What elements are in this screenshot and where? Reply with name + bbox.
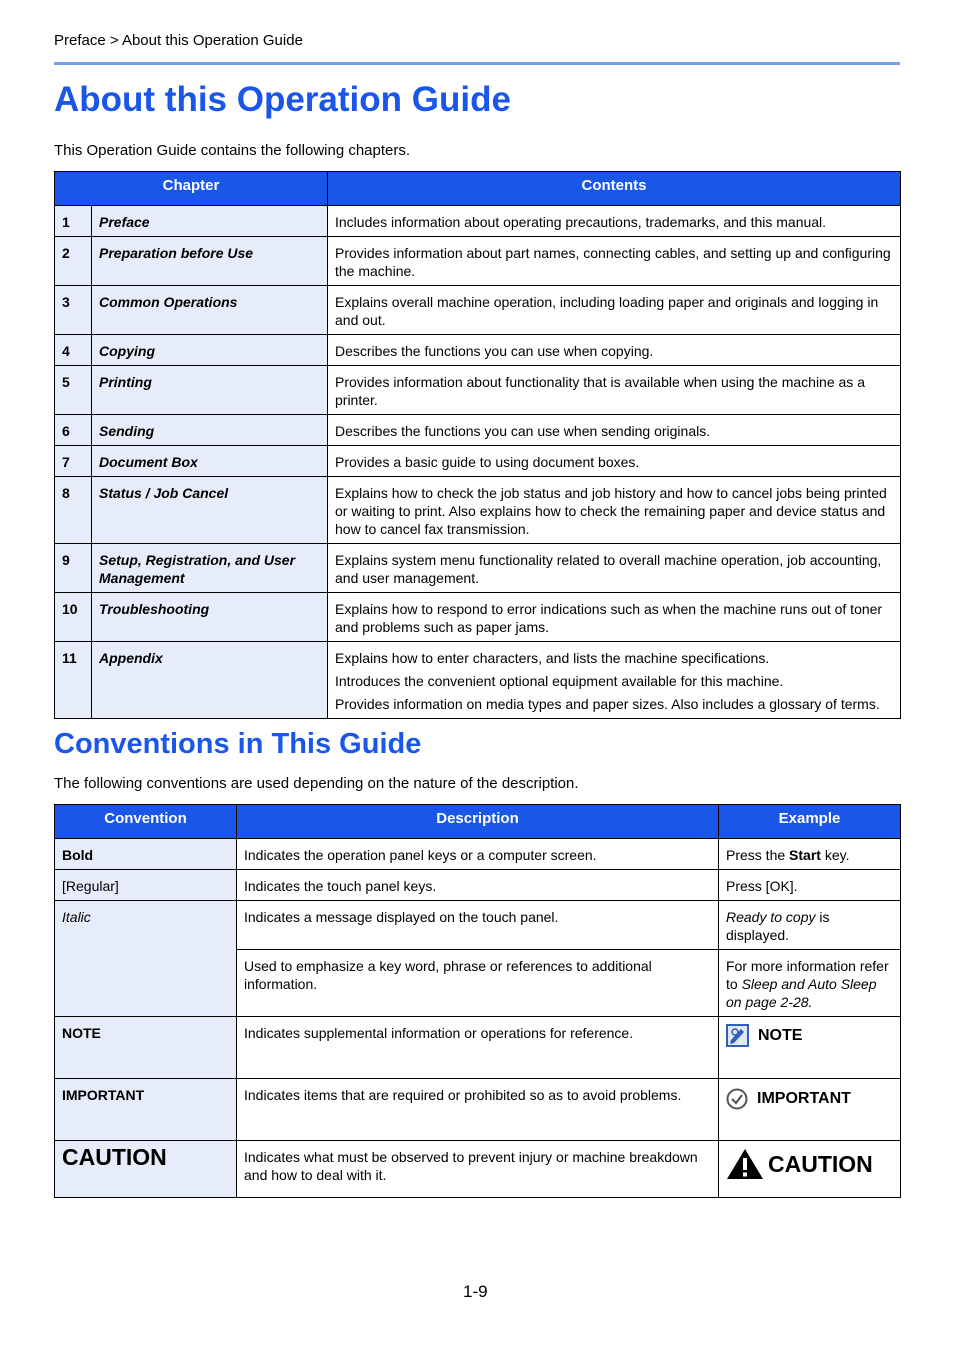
convention-header: Convention (55, 805, 237, 839)
example-note (719, 1017, 901, 1079)
chapter-contents (328, 642, 901, 719)
description-header: Description (237, 805, 719, 839)
example-key: Start (789, 847, 821, 863)
chapter-contents (328, 446, 901, 477)
contents-header: Contents (328, 172, 901, 206)
table-row (55, 901, 901, 950)
breadcrumb: Preface > About this Operation Guide (54, 32, 303, 49)
contents-paragraph: Provides information on media types and paper sizes. Also includes a glossary of terms. (335, 696, 880, 712)
table-row (55, 1079, 901, 1141)
convention-italic: Italic (55, 901, 237, 1017)
contents-paragraph: Provides information about functionality that is available when using the machine as a printer. (335, 374, 865, 408)
chapter-number: 6 (55, 415, 92, 446)
chapter-name: Sending (92, 415, 328, 446)
note-label: NOTE (758, 1026, 803, 1044)
warning-triangle-icon (726, 1148, 764, 1180)
convention-note: NOTE (55, 1017, 237, 1079)
table-row (55, 237, 901, 286)
convention-bold: Bold (55, 839, 237, 870)
table-row (55, 544, 901, 593)
example-text: For more information refer to (726, 958, 889, 992)
chapters-header-row (55, 172, 901, 206)
contents-paragraph: Explains system menu functionality related to overall machine operation, job accounting, and user management. (335, 552, 882, 586)
convention-important: IMPORTANT (55, 1079, 237, 1141)
example-text: is displayed. (726, 909, 830, 943)
description-note: Indicates supplemental information or operations for reference. (237, 1017, 719, 1079)
chapter-name: Printing (92, 366, 328, 415)
table-row (55, 642, 901, 719)
description-important: Indicates items that are required or prohibited so as to avoid problems. (237, 1079, 719, 1141)
example-text: key. (820, 847, 850, 863)
chapter-number: 1 (55, 206, 92, 237)
chapter-name: Copying (92, 335, 328, 366)
chapter-contents (328, 366, 901, 415)
table-row (55, 335, 901, 366)
table-row (55, 1017, 901, 1079)
example-text: Press the (726, 847, 790, 863)
chapter-number: 5 (55, 366, 92, 415)
conventions-intro: The following conventions are used depending on the nature of the description. (54, 775, 579, 792)
chapter-contents (328, 544, 901, 593)
table-row (55, 446, 901, 477)
table-row (55, 477, 901, 544)
table-row (55, 870, 901, 901)
contents-paragraph: Describes the functions you can use when sending originals. (335, 423, 711, 439)
chapter-header: Chapter (55, 172, 328, 206)
page-number: 1-9 (463, 1282, 488, 1301)
convention-regular: [Regular] (55, 870, 237, 901)
table-row (55, 839, 901, 870)
example-message: Ready to copy (726, 909, 816, 925)
example-bold (719, 839, 901, 870)
chapter-number: 3 (55, 286, 92, 335)
chapter-contents (328, 593, 901, 642)
important-label: IMPORTANT (757, 1090, 851, 1107)
example-italic-2 (719, 950, 901, 1017)
chapter-name: Appendix (92, 642, 328, 719)
chapter-contents (328, 206, 901, 237)
chapter-contents (328, 415, 901, 446)
chapter-contents (328, 237, 901, 286)
chapter-number: 7 (55, 446, 92, 477)
chapter-contents (328, 286, 901, 335)
table-row (55, 415, 901, 446)
checkmark-circle-icon (726, 1088, 748, 1110)
description-caution: Indicates what must be observed to prevent injury or machine breakdown and how to deal with it. (237, 1141, 719, 1198)
chapters-table (54, 171, 901, 719)
example-header: Example (719, 805, 901, 839)
page-title: About this Operation Guide (54, 80, 511, 119)
caution-label: CAUTION (768, 1151, 873, 1177)
chapter-name: Setup, Registration, and User Management (92, 544, 328, 593)
contents-paragraph: Provides information about part names, connecting cables, and setting up and configuring the machine. (335, 245, 891, 279)
chapter-number: 4 (55, 335, 92, 366)
chapter-contents (328, 335, 901, 366)
conventions-title: Conventions in This Guide (54, 728, 422, 760)
contents-paragraph: Includes information about operating precautions, trademarks, and this manual. (335, 214, 827, 230)
intro-text: This Operation Guide contains the following chapters. (54, 142, 411, 159)
conventions-header-row (55, 805, 901, 839)
chapter-name: Troubleshooting (92, 593, 328, 642)
chapter-number: 8 (55, 477, 92, 544)
chapter-name: Common Operations (92, 286, 328, 335)
chapter-number: 9 (55, 544, 92, 593)
contents-paragraph: Explains overall machine operation, including loading paper and originals and logging in and out. (335, 294, 879, 328)
convention-caution: CAUTION (55, 1141, 237, 1198)
example-reference: Sleep and Auto Sleep on page 2-28. (726, 976, 877, 1010)
description-regular: Indicates the touch panel keys. (237, 870, 719, 901)
description-bold: Indicates the operation panel keys or a computer screen. (237, 839, 719, 870)
contents-paragraph: Describes the functions you can use when copying. (335, 343, 654, 359)
table-row (55, 593, 901, 642)
example-regular: Press [OK]. (719, 870, 901, 901)
example-italic-1 (719, 901, 901, 950)
example-caution (719, 1141, 901, 1198)
chapter-name: Document Box (92, 446, 328, 477)
chapter-number: 11 (55, 642, 92, 719)
chapter-name: Status / Job Cancel (92, 477, 328, 544)
chapter-contents (328, 477, 901, 544)
contents-paragraph: Explains how to respond to error indications such as when the machine runs out of toner and problems such as paper jams. (335, 601, 883, 635)
example-important (719, 1079, 901, 1141)
contents-paragraph: Explains how to enter characters, and lists the machine specifications. (335, 650, 770, 666)
contents-paragraph: Provides a basic guide to using document boxes. (335, 454, 640, 470)
description-italic-1: Indicates a message displayed on the touch panel. (237, 901, 719, 950)
table-row (55, 366, 901, 415)
chapter-number: 2 (55, 237, 92, 286)
chapter-name: Preface (92, 206, 328, 237)
note-icon (726, 1024, 749, 1047)
contents-paragraph: Explains how to check the job status and job history and how to cancel jobs being printed or waiting to print. Also explains how to check the remaining paper and device status and how to cancel fax transmission. (335, 485, 887, 537)
contents-paragraph: Introduces the convenient optional equipment available for this machine. (335, 673, 784, 689)
conventions-table (54, 804, 901, 1198)
header-rule (54, 62, 900, 65)
chapter-name: Preparation before Use (92, 237, 328, 286)
table-row (55, 1141, 901, 1198)
table-row (55, 206, 901, 237)
table-row (55, 286, 901, 335)
chapter-number: 10 (55, 593, 92, 642)
description-italic-2: Used to emphasize a key word, phrase or references to additional information. (237, 950, 719, 1017)
